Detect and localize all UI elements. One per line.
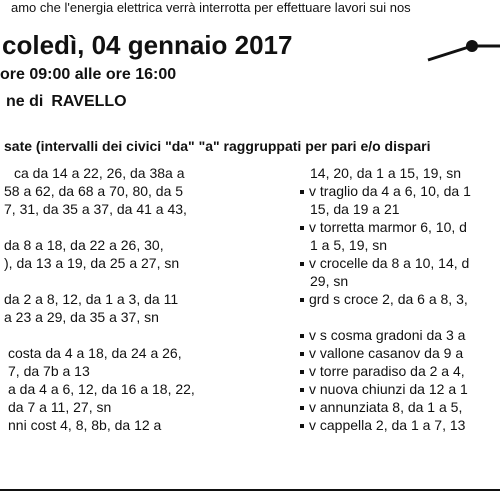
section-title: sate (intervalli dei civici "da" "a" raggruppati per pari e/o dispari xyxy=(4,138,431,154)
bullet-icon xyxy=(300,334,304,338)
street-text: v torretta marmor 6, 10, d xyxy=(309,219,467,235)
street-text: v s cosma gradoni da 3 a xyxy=(309,327,466,343)
street-row: a 23 a 29, da 35 a 37, sn xyxy=(4,309,159,325)
street-text: v vallone casanov da 9 a xyxy=(309,345,464,361)
street-row xyxy=(300,255,469,271)
comune-line xyxy=(6,93,127,111)
bullet-icon xyxy=(300,424,304,428)
bullet-icon xyxy=(300,370,304,374)
street-row xyxy=(300,291,468,307)
street-text: grd s croce 2, da 6 a 8, 3, xyxy=(309,291,468,307)
outage-hours: ore 09:00 alle ore 16:00 xyxy=(0,66,177,83)
street-row: a da 4 a 6, 12, da 16 a 18, 22, xyxy=(8,381,195,397)
street-row xyxy=(310,165,461,181)
street-row: 7, da 7b a 13 xyxy=(8,363,90,379)
street-text: v torre paradiso da 2 a 4, xyxy=(309,363,465,379)
street-row: 58 a 62, da 68 a 70, 80, da 5 xyxy=(4,183,184,199)
street-text: 15, da 19 a 21 xyxy=(310,201,400,217)
street-text: v cappella 2, da 1 a 7, 13 xyxy=(309,417,466,433)
footer-rule xyxy=(0,489,500,491)
street-row xyxy=(300,381,468,397)
street-row xyxy=(300,327,465,343)
bullet-icon xyxy=(300,226,304,230)
street-row xyxy=(310,273,348,289)
street-row xyxy=(310,237,387,253)
bullet-icon xyxy=(300,406,304,410)
street-row: nni cost 4, 8, 8b, da 12 a xyxy=(8,417,162,433)
bullet-icon xyxy=(300,190,304,194)
street-row xyxy=(300,345,463,361)
bullet-icon xyxy=(300,298,304,302)
street-row xyxy=(300,399,462,415)
street-row: da 2 a 8, 12, da 1 a 3, da 11 xyxy=(4,291,179,307)
street-text: 1 a 5, 19, sn xyxy=(310,237,388,253)
clock-icon xyxy=(420,32,500,72)
street-row: da 8 a 18, da 22 a 26, 30, xyxy=(4,237,164,253)
street-row: da 7 a 11, 27, sn xyxy=(8,399,112,415)
bullet-icon xyxy=(300,262,304,266)
street-row xyxy=(300,183,471,199)
bullet-icon xyxy=(300,352,304,356)
street-row xyxy=(300,417,465,433)
comune-label: ne di xyxy=(6,93,44,110)
street-text: 29, sn xyxy=(310,273,349,289)
street-row xyxy=(300,363,465,379)
notice-line: amo che l'energia elettrica verrà interrotta per effettuare lavori sui nos xyxy=(11,0,411,15)
street-row: 7, 31, da 35 a 37, da 41 a 43, xyxy=(4,201,187,217)
street-row xyxy=(310,201,400,217)
street-row xyxy=(300,219,467,235)
bullet-icon xyxy=(300,388,304,392)
street-row: ca da 14 a 22, 26, da 38a a xyxy=(14,165,185,181)
street-text: v annunziata 8, da 1 a 5, xyxy=(309,399,463,415)
street-text: v nuova chiunzi da 12 a 1 xyxy=(309,381,468,397)
street-text: 14, 20, da 1 a 15, 19, sn xyxy=(310,165,462,181)
outage-date: coledì, 04 gennaio 2017 xyxy=(2,30,293,60)
street-text: v crocelle da 8 a 10, 14, d xyxy=(309,255,470,271)
street-text: v traglio da 4 a 6, 10, da 1 xyxy=(309,183,471,199)
street-row: ), da 13 a 19, da 25 a 27, sn xyxy=(4,255,180,271)
comune-name: RAVELLO xyxy=(51,93,127,110)
street-row: costa da 4 a 18, da 24 a 26, xyxy=(8,345,182,361)
